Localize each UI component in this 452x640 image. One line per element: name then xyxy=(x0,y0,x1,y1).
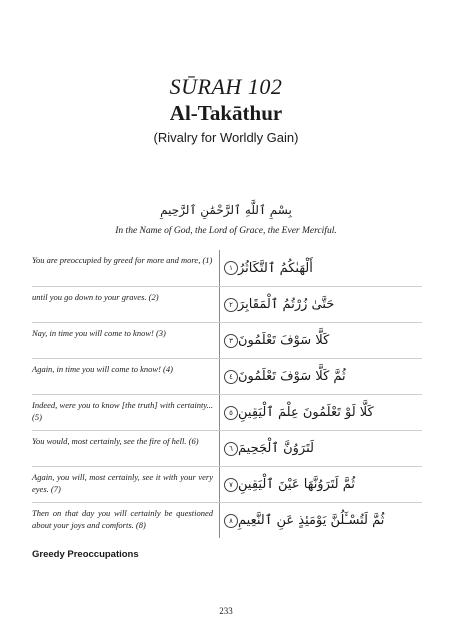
verse-arabic-text: حَتَّىٰ زُرْتُمُ ٱلْمَقَابِرَ xyxy=(238,297,335,312)
verse-arabic xyxy=(220,250,422,286)
verse-translation: You would, most certainly, see the fire of hell. (6) xyxy=(32,431,220,466)
verse-arabic xyxy=(220,467,422,502)
verse-row xyxy=(32,286,422,322)
verse-translation: until you go down to your graves. (2) xyxy=(32,287,220,322)
verse-row xyxy=(32,394,422,430)
verse-arabic-text: ثُمَّ لَتَرَوُنَّهَا عَيْنَ ٱلْيَقِينِ xyxy=(238,477,356,492)
verse-arabic-text: كَلَّا سَوْفَ تَعْلَمُونَ xyxy=(238,333,330,348)
verse-row xyxy=(32,466,422,502)
verse-number-marker: ١ xyxy=(224,261,238,275)
verse-translation: You are preoccupied by greed for more and more, (1) xyxy=(32,250,220,286)
verse-row xyxy=(32,358,422,394)
verse-translation: Again, you will, most certainly, see it with your very eyes. (7) xyxy=(32,467,220,502)
verse-number-marker: ٦ xyxy=(224,442,238,456)
verse-translation: Nay, in time you will come to know! (3) xyxy=(32,323,220,358)
verse-arabic-text: ثُمَّ لَتُسْـَٔلُنَّ يَوْمَئِذٍ عَنِ ٱلنَّعِيمِ xyxy=(238,513,385,528)
verse-number-marker: ٨ xyxy=(224,514,238,528)
verse-arabic xyxy=(220,503,422,538)
verses-table xyxy=(32,250,422,538)
verse-number-marker: ٧ xyxy=(224,478,238,492)
verse-arabic xyxy=(220,359,422,394)
verse-translation: Indeed, were you to know [the truth] with certainty... (5) xyxy=(32,395,220,430)
verse-row xyxy=(32,250,422,286)
verse-number-marker: ٣ xyxy=(224,334,238,348)
verse-row xyxy=(32,322,422,358)
verse-number-marker: ٢ xyxy=(224,298,238,312)
section-heading: Greedy Preoccupations xyxy=(32,549,139,560)
surah-subtitle: (Rivalry for Worldly Gain) xyxy=(153,130,299,145)
verse-row xyxy=(32,430,422,466)
verse-arabic-text: أَلْهَىٰكُمُ ٱلتَّكَاثُرُ xyxy=(238,260,313,276)
basmala-english: In the Name of God, the Lord of Grace, the Ever Merciful. xyxy=(115,226,337,236)
verse-translation: Then on that day you will certainly be questioned about your joys and comforts. (8) xyxy=(32,503,220,538)
surah-number: SŪRAH 102 xyxy=(169,74,283,99)
verse-arabic xyxy=(220,287,422,322)
verse-translation: Again, in time you will come to know! (4) xyxy=(32,359,220,394)
verse-row xyxy=(32,502,422,538)
basmala-arabic: بِسْمِ ٱللَّهِ ٱلرَّحْمَٰنِ ٱلرَّحِيمِ xyxy=(160,203,292,217)
verse-arabic-text: لَتَرَوُنَّ ٱلْجَحِيمَ xyxy=(238,441,314,456)
page-number: 233 xyxy=(219,606,233,616)
verse-arabic xyxy=(220,431,422,466)
surah-name: Al-Takāthur xyxy=(169,101,283,125)
verse-arabic-text: ثُمَّ كَلَّا سَوْفَ تَعْلَمُونَ xyxy=(238,369,346,384)
verse-number-marker: ٥ xyxy=(224,406,238,420)
verse-arabic xyxy=(220,323,422,358)
verse-number-marker: ٤ xyxy=(224,370,238,384)
verse-arabic-text: كَلَّا لَوْ تَعْلَمُونَ عِلْمَ ٱلْيَقِينِ xyxy=(238,405,374,420)
verse-arabic xyxy=(220,395,422,430)
